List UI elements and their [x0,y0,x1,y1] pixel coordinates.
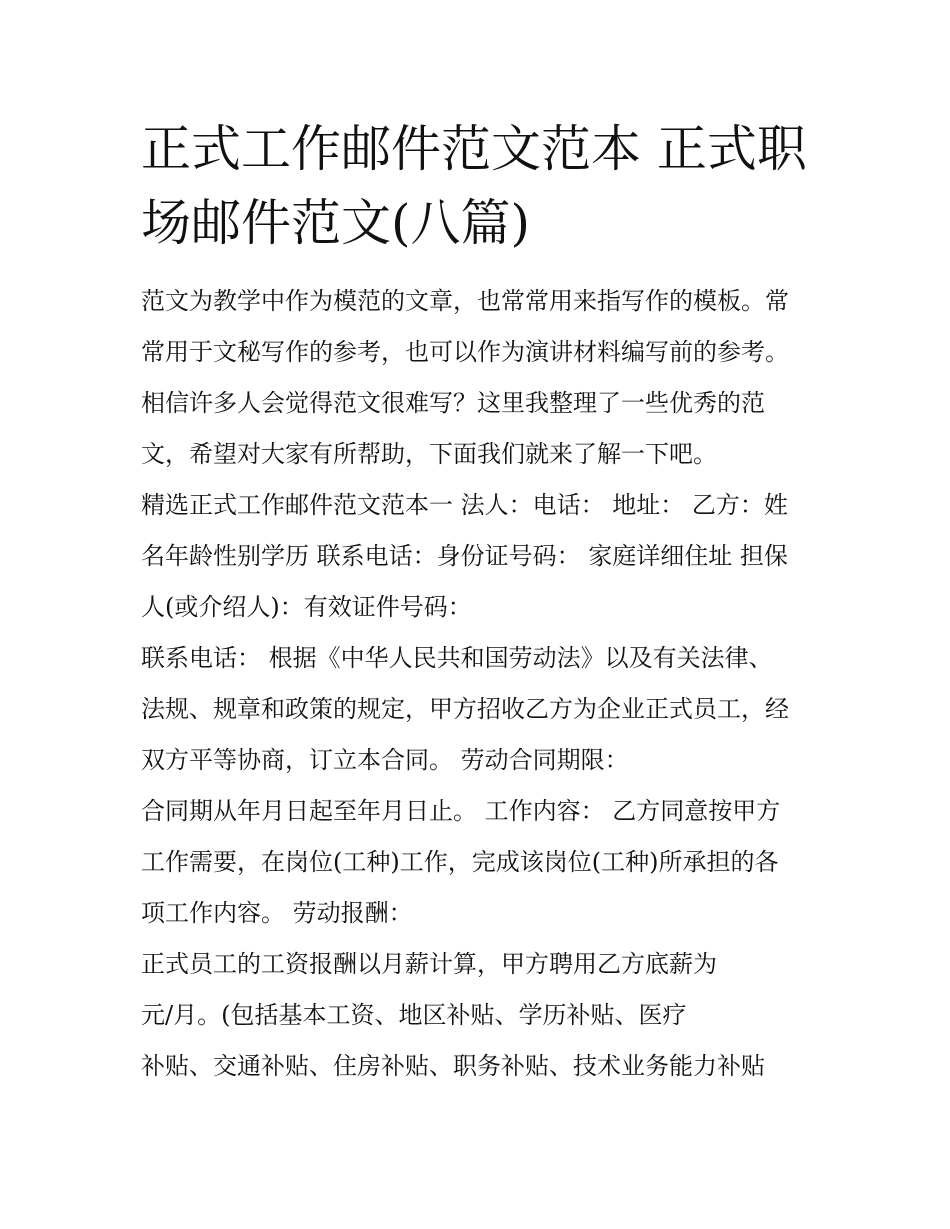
body-line: 补贴、交通补贴、住房补贴、职务补贴、技术业务能力补贴 [141,1052,765,1080]
body-line: 工作需要，在岗位(工种)工作，完成该岗位(工种)所承担的各 [141,848,779,876]
body-line: 合同期从年月日起至年月日止。 工作内容： 乙方同意按甲方 [141,797,781,825]
body-line: 正式员工的工资报酬以月薪计算，甲方聘用乙方底薪为 [141,950,717,978]
title-line: 场邮件范文(八篇) [141,194,531,252]
body-line: 常用于文秘写作的参考，也可以作为演讲材料编写前的参考。 [141,338,789,366]
body-line: 项工作内容。 劳动报酬： [141,899,413,927]
body-line: 名年龄性别学历 联系电话：身份证号码： 家庭详细住址 担保 [141,542,788,570]
body-line: 文，希望对大家有所帮助，下面我们就来了解一下吧。 [141,440,717,468]
body-line: 精选正式工作邮件范文范本一 法人：电话： 地址： 乙方：姓 [141,491,788,519]
title-line: 正式工作邮件范文范本 正式职 [141,120,807,178]
body-line: 法规、规章和政策的规定，甲方招收乙方为企业正式员工，经 [141,695,789,723]
body-line: 范文为教学中作为模范的文章，也常常用来指写作的模板。常 [141,287,789,315]
body-line: 人(或介绍人)：有效证件号码： [141,593,472,621]
body-line: 联系电话： 根据《中华人民共和国劳动法》以及有关法律、 [141,644,773,672]
body-line: 双方平等协商，订立本合同。 劳动合同期限： [141,746,629,774]
document-title [141,112,831,260]
body-line: 相信许多人会觉得范文很难写？这里我整理了一些优秀的范 [141,389,765,417]
document-body [141,276,821,1092]
body-line: 元/月。(包括基本工资、地区补贴、学历补贴、医疗 [141,1001,687,1029]
